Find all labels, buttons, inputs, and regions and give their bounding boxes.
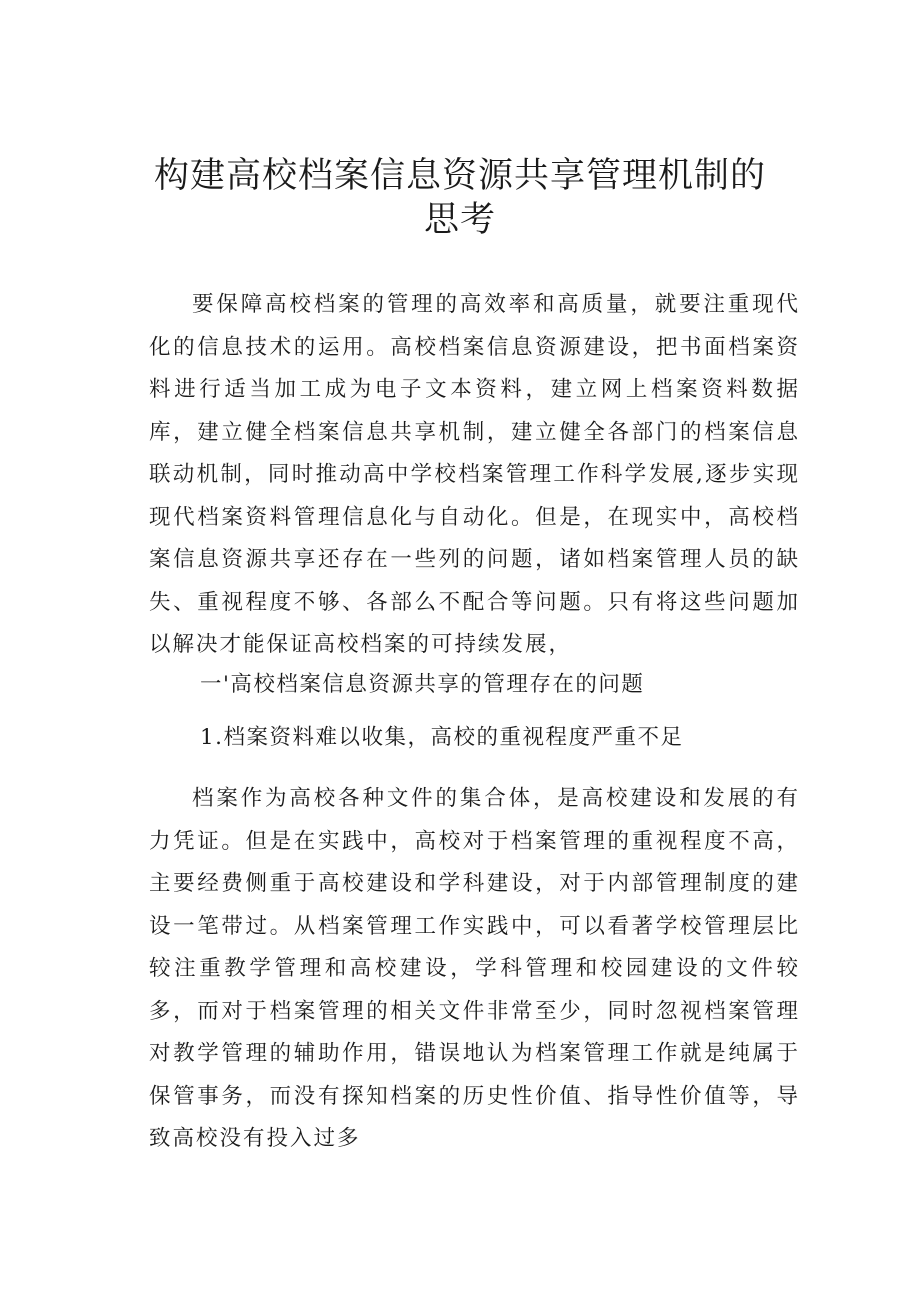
section-heading: 一'高校档案信息资源共享的管理存在的问题 — [200, 672, 645, 697]
subsection-heading: 1.档案资料难以收集，高校的重视程度严重不足 — [200, 725, 684, 750]
intro-paragraph: 要保障高校档案的管理的高效率和高质量，就要注重现代化的信息技术的运用。高校档案信息资源建设，把书面档案资料进行适当加工成为电子文本资料，建立网上档案资料数据库，建立健全档案信息共享机制，建立健全各部门的档案信息联动机制，同时推动高中学校档案管理工作科学发展,逐步实现现代档案资料管理信息化与自动化。但是，在现实中，高校档案信息资源共享还存在一些列的问题，诸如档案管理人员的缺失、重视程度不够、各部么不配合等问题。只有将这些问题加以解决才能保证高校档案的可持续发展， — [149, 292, 800, 657]
document-title-line-1: 构建高校档案信息资源共享管理机制的 — [153, 156, 766, 196]
body-paragraph: 档案作为高校各种文件的集合体，是高校建设和发展的有力凭证。但是在实践中，高校对于档案管理的重视程度不高，主要经费侧重于高校建设和学科建设，对于内部管理制度的建设一笔带过。从档案管理工作实践中，可以看著学校管理层比较注重教学管理和高校建设，学科管理和校园建设的文件较多，而对于档案管理的相关文件非常至少，同时忽视档案管理对教学管理的辅助作用，错误地认为档案管理工作就是纯属于保管事务，而没有探知档案的历史性价值、指导性价值等，导致高校没有投入过多 — [149, 786, 800, 1151]
document-title-line-2: 思考 — [423, 200, 496, 240]
